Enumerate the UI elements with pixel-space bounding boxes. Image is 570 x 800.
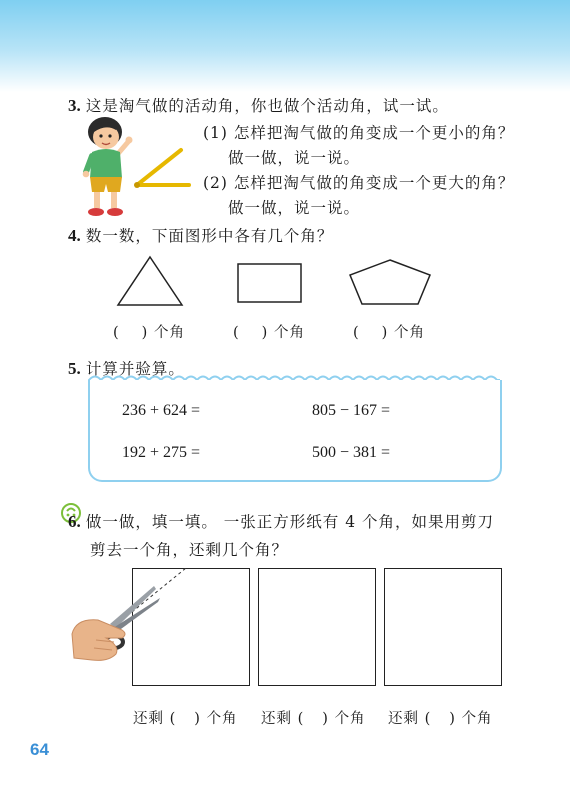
q5-number: 5. [68,359,81,378]
pentagon-shape [346,257,434,307]
rectangle-shape [236,262,304,304]
q4-prompt-line [68,224,333,246]
square-paper-3 [384,568,502,686]
q3-number: 3. [68,96,81,115]
q6-answer-3: 还剩 ( ) 个角 [388,711,493,727]
q3-sub2-line2: 做一做，说一说。 [228,199,361,217]
q6-line1: 做一做，填一填。 一张正方形纸有 4 个角，如果用剪刀 [85,513,494,531]
expression-3: 192 + 275 = [122,444,201,461]
triangle-shape [115,255,185,307]
movable-angle-figure [133,145,193,190]
square-paper-2 [258,568,376,686]
q4-answer-3: ( ) 个角 [353,325,425,341]
page-number: 64 [30,740,49,759]
q6-answer-1: 还剩 ( ) 个角 [133,711,238,727]
expression-1: 236 + 624 = [122,402,201,419]
q4-number: 4. [68,226,81,245]
q6-answer-2: 还剩 ( ) 个角 [261,711,366,727]
expression-2: 805 − 167 = [312,402,391,419]
header-band [0,0,570,92]
q6-prompt-line1 [68,510,494,532]
boy-illustration [78,112,136,220]
q6-number: 6. [68,512,81,531]
q3-sub1-line2: 做一做，说一说。 [228,149,361,167]
q3-sub1-line1: (1) 怎样把淘气做的角变成一个更小的角？ [203,124,515,142]
scissors-cutting-illustration [70,560,200,670]
q3-prompt: 这是淘气做的活动角，你也做个活动角，试一试。 [85,97,449,115]
q4-answer-1: ( ) 个角 [113,325,185,341]
q4-prompt: 数一数，下面图形中各有几个角？ [85,227,334,245]
expression-4: 500 − 381 = [312,444,391,461]
q4-answer-2: ( ) 个角 [233,325,305,341]
calculation-box [88,380,502,482]
q6-prompt-line2: 剪去一个角，还剩几个角？ [90,541,289,559]
q3-sub2-line1: (2) 怎样把淘气做的角变成一个更大的角？ [203,174,515,192]
q5-prompt: 计算并验算。 [85,360,185,378]
